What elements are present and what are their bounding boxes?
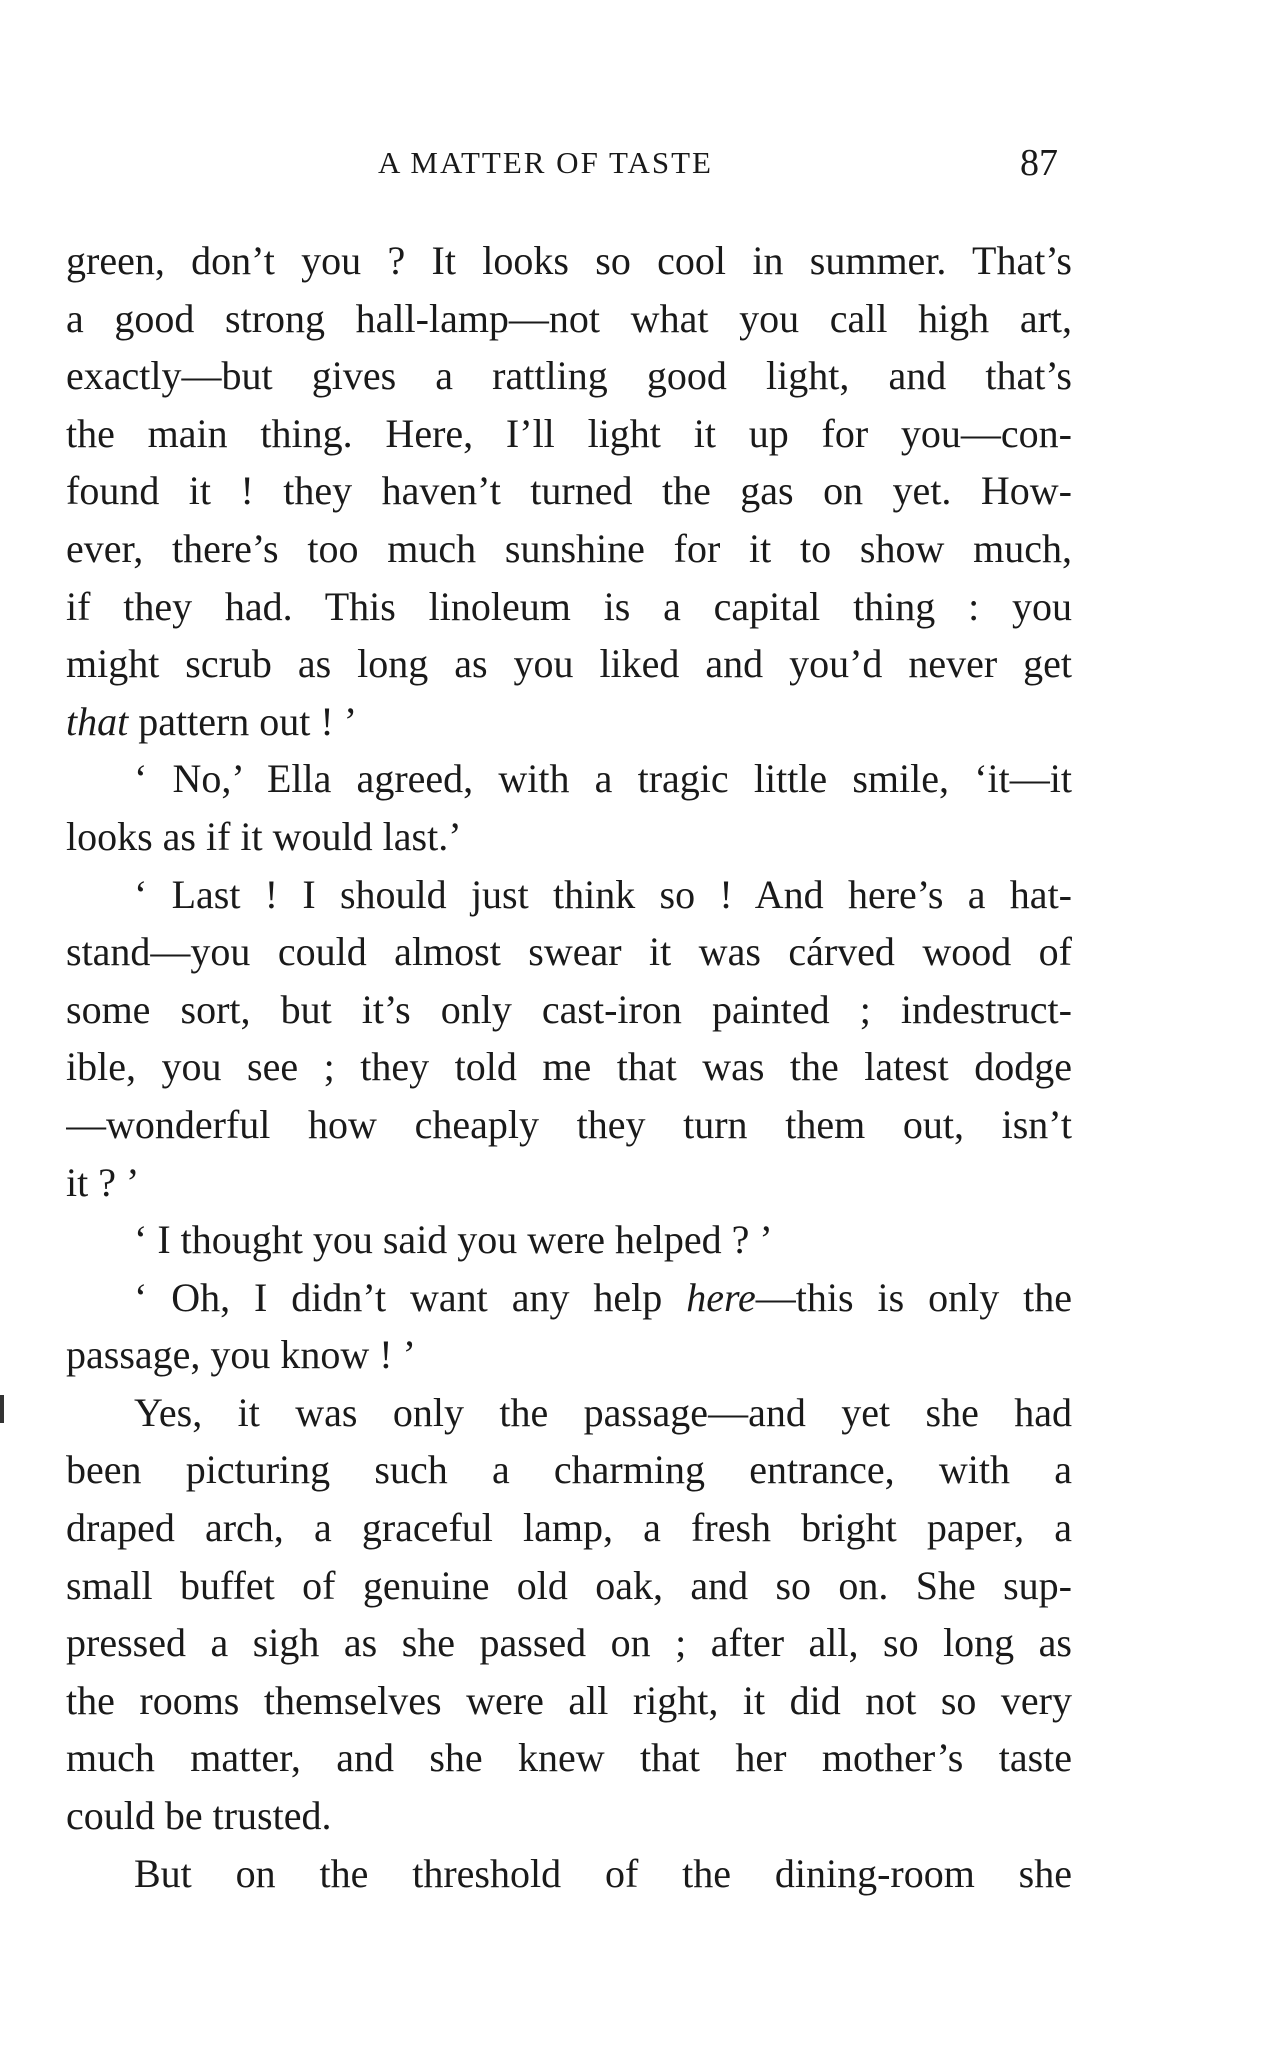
text-line: —wonderful how cheaply they turn them out, isn’t — [66, 1101, 1072, 1147]
text-line: it ? ’ — [66, 1159, 140, 1205]
text-line: ‘ Last ! I should just think so ! And here’s a hat- — [134, 871, 1072, 917]
text-line: the rooms themselves were all right, it did not so very — [66, 1677, 1072, 1723]
italic-word: that — [66, 698, 129, 744]
body-text — [66, 232, 1072, 1902]
text-line: small buffet of genuine old oak, and so on. She sup- — [66, 1562, 1072, 1608]
text-line: a good strong hall-lamp—not what you call high art, — [66, 295, 1072, 341]
line-text: pattern out ! ’ — [128, 698, 358, 744]
text-line: looks as if it would last.’ — [66, 813, 462, 859]
text-line: might scrub as long as you liked and you’d never get — [66, 641, 1072, 687]
italic-word: here — [686, 1274, 756, 1320]
line-text: —this is only the — [755, 1274, 1072, 1320]
text-line: ‘ I thought you said you were helped ? ’ — [134, 1217, 773, 1263]
text-line: ‘ No,’ Ella agreed, with a tragic little smile, ‘it—it — [134, 756, 1072, 802]
text-line — [66, 1269, 1072, 1327]
text-line: Yes, it was only the passage—and yet she had — [134, 1389, 1072, 1435]
text-line: could be trusted. — [66, 1793, 332, 1839]
text-line: found it ! they haven’t turned the gas on yet. How- — [66, 468, 1072, 514]
text-line: stand—you could almost swear it was cárved wood of — [66, 929, 1072, 975]
page-number: 87 — [1020, 142, 1058, 184]
margin-mark — [0, 1395, 4, 1423]
text-line: the main thing. Here, I’ll light it up for you—con- — [66, 410, 1072, 456]
text-line: exactly—but gives a rattling good light, and that’s — [66, 353, 1072, 399]
text-line: green, don’t you ? It looks so cool in summer. That’s — [66, 238, 1072, 283]
text-line — [66, 693, 1072, 751]
text-line: much matter, and she knew that her mother’s taste — [66, 1735, 1072, 1781]
text-line: some sort, but it’s only cast-iron painted ; indestruct- — [66, 986, 1072, 1032]
text-line: pressed a sigh as she passed on ; after all, so long as — [66, 1620, 1072, 1666]
text-line: been picturing such a charming entrance, with a — [66, 1447, 1072, 1493]
running-title: A MATTER OF TASTE — [378, 145, 713, 180]
text-line: But on the threshold of the dining-room she — [134, 1850, 1072, 1896]
text-line: draped arch, a graceful lamp, a fresh bright paper, a — [66, 1505, 1072, 1551]
text-line: passage, you know ! ’ — [66, 1332, 416, 1378]
text-line: ible, you see ; they told me that was the latest dodge — [66, 1044, 1072, 1090]
text-line: if they had. This linoleum is a capital thing : you — [66, 583, 1072, 629]
text-line: ever, there’s too much sunshine for it to show much, — [66, 525, 1072, 571]
line-text: ‘ Oh, I didn’t want any help — [134, 1274, 687, 1320]
